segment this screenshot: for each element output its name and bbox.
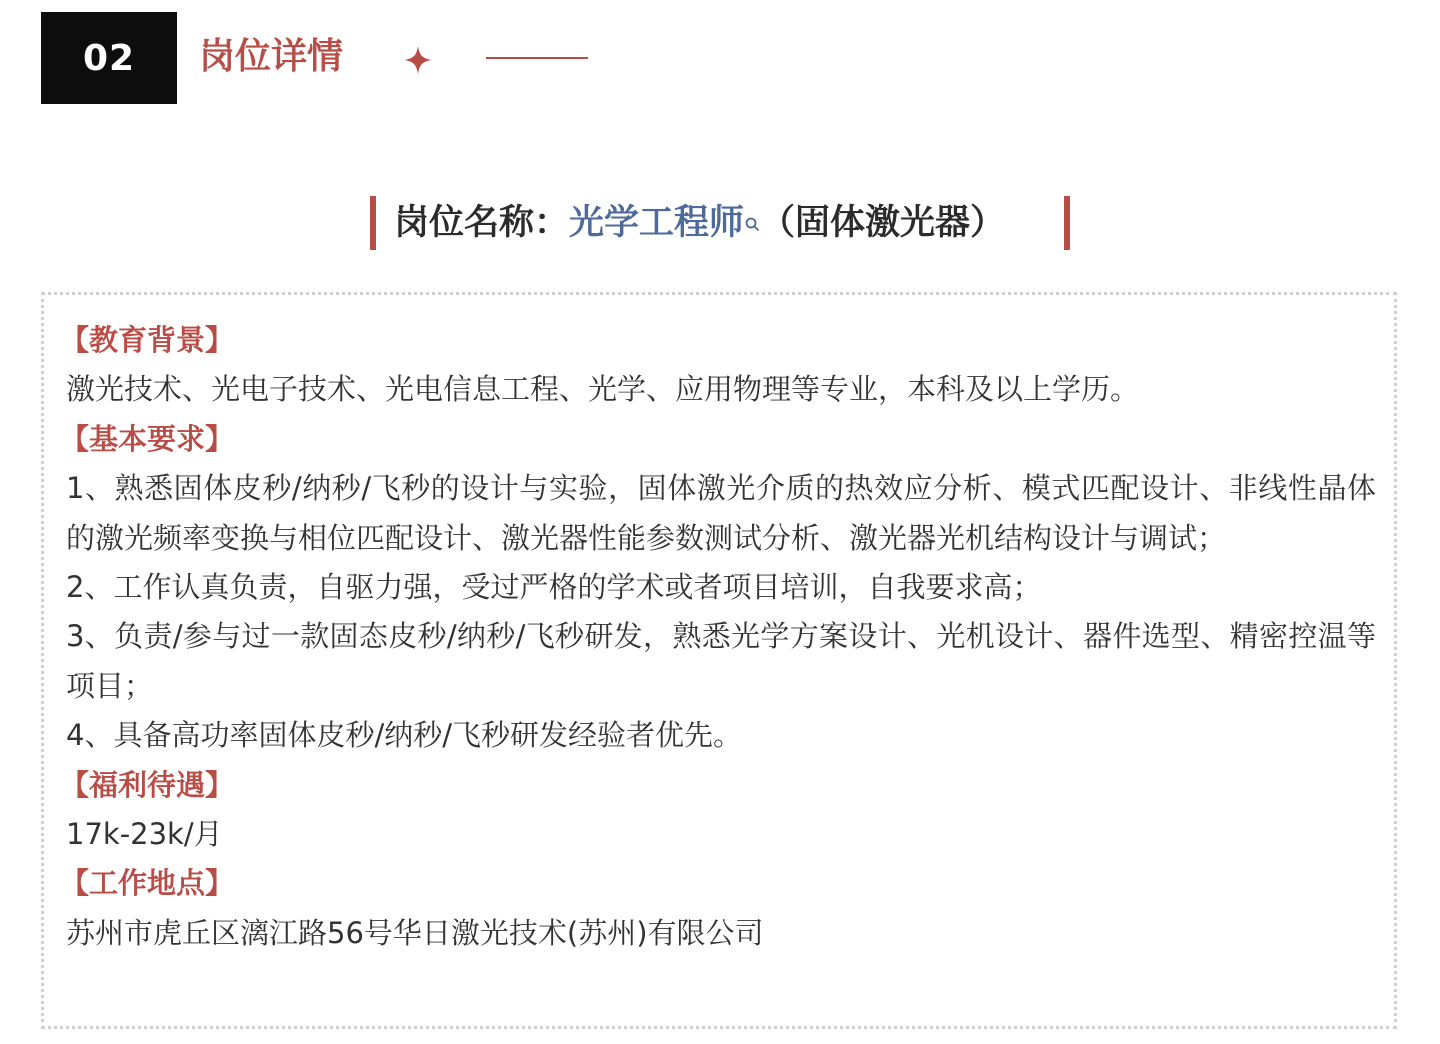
job-title-bar-right	[1064, 196, 1070, 250]
section-divider-line	[486, 57, 588, 59]
location-heading: 【工作地点】	[60, 866, 235, 901]
job-title	[394, 196, 1005, 250]
requirement-item-2: 2、工作认真负责，自驱力强，受过严格的学术或者项目培训，自我要求高；	[66, 570, 1042, 605]
four-point-star-icon	[404, 46, 432, 74]
job-title-label: 岗位名称：	[394, 203, 570, 243]
benefits-heading: 【福利待遇】	[60, 767, 235, 802]
benefits-text: 17k-23k/月	[66, 817, 223, 852]
section-title: 岗位详情	[199, 36, 344, 77]
requirement-item-4: 4、具备高功率固体皮秒/纳秒/飞秒研发经验者优先。	[66, 718, 742, 753]
section-number: 02	[82, 37, 136, 79]
search-icon[interactable]	[744, 200, 760, 222]
section-number-box	[41, 12, 177, 104]
job-title-bar-left	[370, 196, 376, 250]
requirement-item-3: 3、负责/参与过一款固态皮秒/纳秒/飞秒研发，熟悉光学方案设计、光机设计、器件选型、精密控温等项目；	[66, 619, 1376, 703]
job-details	[60, 316, 1376, 958]
job-name-rest: （固体激光器）	[760, 203, 1006, 243]
location-text: 苏州市虎丘区漓江路56号华日激光技术(苏州)有限公司	[66, 915, 764, 950]
requirements-heading: 【基本要求】	[60, 421, 235, 456]
education-heading: 【教育背景】	[60, 323, 235, 357]
job-name-link[interactable]: 光学工程师	[569, 203, 745, 243]
education-text: 激光技术、光电子技术、光电信息工程、光学、应用物理等专业，本科及以上学历。	[66, 372, 1140, 407]
requirement-item-1: 1、熟悉固体皮秒/纳秒/飞秒的设计与实验，固体激光介质的热效应分析、模式匹配设计、非线性晶体的激光频率变换与相位匹配设计、激光器性能参数测试分析、激光器光机结构设计与调试；	[66, 471, 1376, 555]
